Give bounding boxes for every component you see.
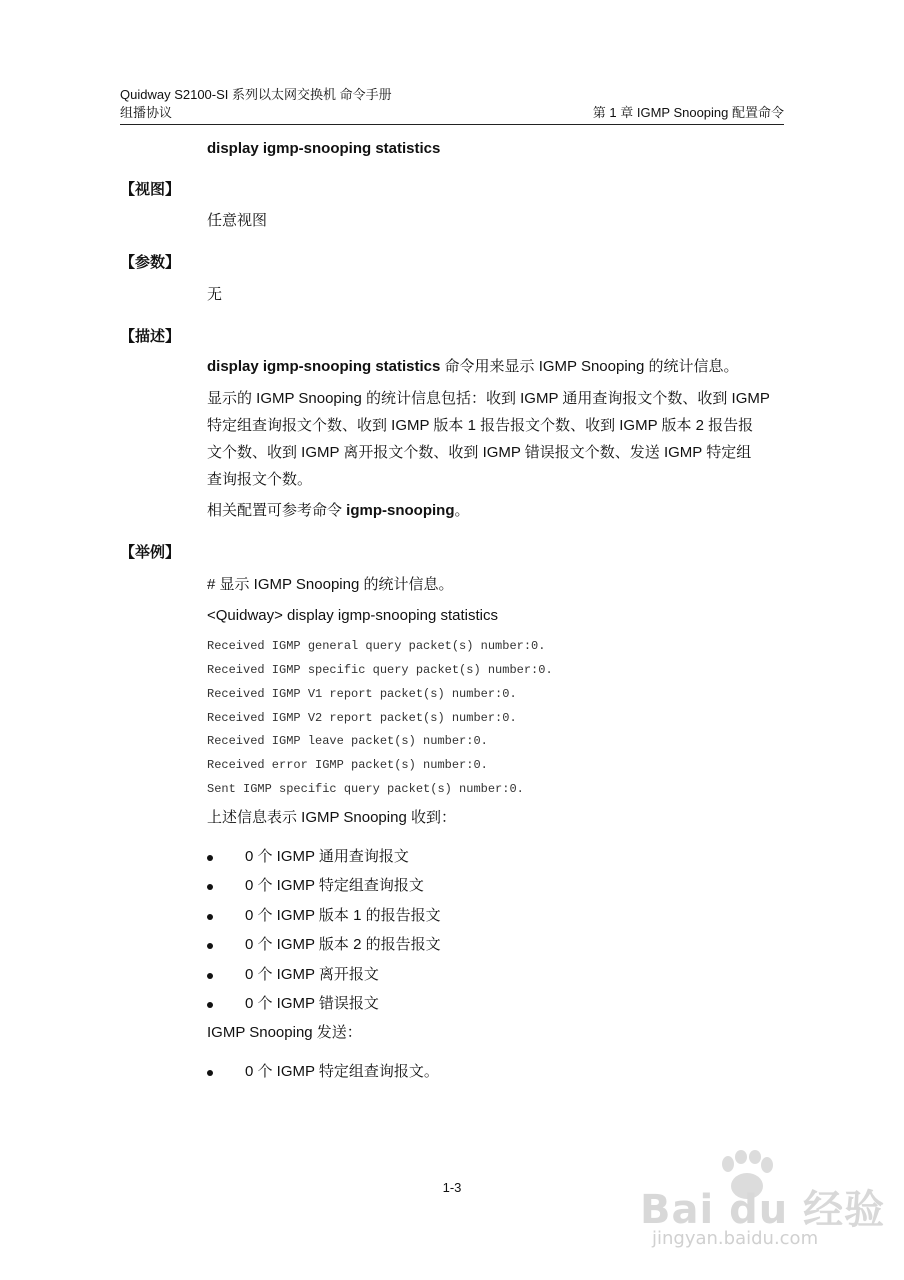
watermark-url: jingyan.baidu.com <box>652 1228 819 1249</box>
received-item: 0 个 IGMP 版本 1 的报告报文 <box>245 907 441 924</box>
desc-p3-suffix: 。 <box>454 502 470 519</box>
related-command: igmp-snooping <box>346 502 455 519</box>
bullet-dot <box>207 884 213 890</box>
desc-p1-text: 命令用来显示 IGMP Snooping 的统计信息。 <box>440 358 739 375</box>
desc-paragraph-2 <box>207 385 785 493</box>
desc-p2-line: 文个数、收到 IGMP 离开报文个数、收到 IGMP 错误报文个数、发送 IGMP 特定组 <box>207 444 752 461</box>
watermark-logo: Bai du 经验 <box>640 1187 886 1233</box>
header-rule <box>120 124 784 125</box>
section-view-text: 任意视图 <box>207 212 268 229</box>
command-title: display igmp-snooping statistics <box>207 140 441 157</box>
output-line: Received IGMP specific query packet(s) number:0. <box>207 663 553 677</box>
example-comment: # 显示 IGMP Snooping 的统计信息。 <box>207 576 454 593</box>
bullet-dot <box>207 973 213 979</box>
output-line: Received IGMP leave packet(s) number:0. <box>207 734 488 748</box>
received-item: 0 个 IGMP 版本 2 的报告报文 <box>245 936 441 953</box>
desc-p2-line: 特定组查询报文个数、收到 IGMP 版本 1 报告报文个数、收到 IGMP 版本 2 报告报 <box>207 417 754 434</box>
bullet-dot <box>207 914 213 920</box>
sent-item: 0 个 IGMP 特定组查询报文。 <box>245 1063 439 1080</box>
output-line: Received IGMP V2 report packet(s) number:0. <box>207 711 517 725</box>
received-item: 0 个 IGMP 通用查询报文 <box>245 848 409 865</box>
desc-paragraph-1 <box>207 353 785 380</box>
desc-command: display igmp-snooping statistics <box>207 358 441 375</box>
example-prompt: <Quidway> display igmp-snooping statistics <box>207 607 498 624</box>
received-item: 0 个 IGMP 离开报文 <box>245 966 379 983</box>
desc-p2-line: 查询报文个数。 <box>207 471 313 488</box>
output-line: Sent IGMP specific query packet(s) number:0. <box>207 782 524 796</box>
desc-p2-line: 显示的 IGMP Snooping 的统计信息包括：收到 IGMP 通用查询报文个数、收到 IGMP <box>207 390 770 407</box>
section-params-label: 【参数】 <box>120 254 181 271</box>
output-line: Received IGMP general query packet(s) number:0. <box>207 639 546 653</box>
desc-paragraph-3 <box>207 497 785 524</box>
bullet-dot <box>207 943 213 949</box>
header-chapter: 第 1 章 IGMP Snooping 配置命令 <box>592 105 784 120</box>
page-number: 1-3 <box>442 1180 462 1195</box>
bullet-dot <box>207 855 213 861</box>
bullet-dot <box>207 1070 213 1076</box>
header-section: 组播协议 <box>120 105 173 120</box>
section-view-label: 【视图】 <box>120 181 181 198</box>
desc-p3-prefix: 相关配置可参考命令 <box>207 502 347 519</box>
section-params-text: 无 <box>207 286 223 303</box>
watermark <box>640 1150 890 1260</box>
header-doc-title: Quidway S2100-SI 系列以太网交换机 命令手册 <box>120 87 392 102</box>
sent-intro: IGMP Snooping 发送： <box>207 1024 362 1041</box>
section-desc-label: 【描述】 <box>120 328 181 345</box>
received-item: 0 个 IGMP 错误报文 <box>245 995 379 1012</box>
output-line: Received IGMP V1 report packet(s) number:0. <box>207 687 517 701</box>
bullet-dot <box>207 1002 213 1008</box>
received-item: 0 个 IGMP 特定组查询报文 <box>245 877 424 894</box>
section-example-label: 【举例】 <box>120 544 181 561</box>
received-intro: 上述信息表示 IGMP Snooping 收到： <box>207 809 456 826</box>
output-line: Received error IGMP packet(s) number:0. <box>207 758 488 772</box>
